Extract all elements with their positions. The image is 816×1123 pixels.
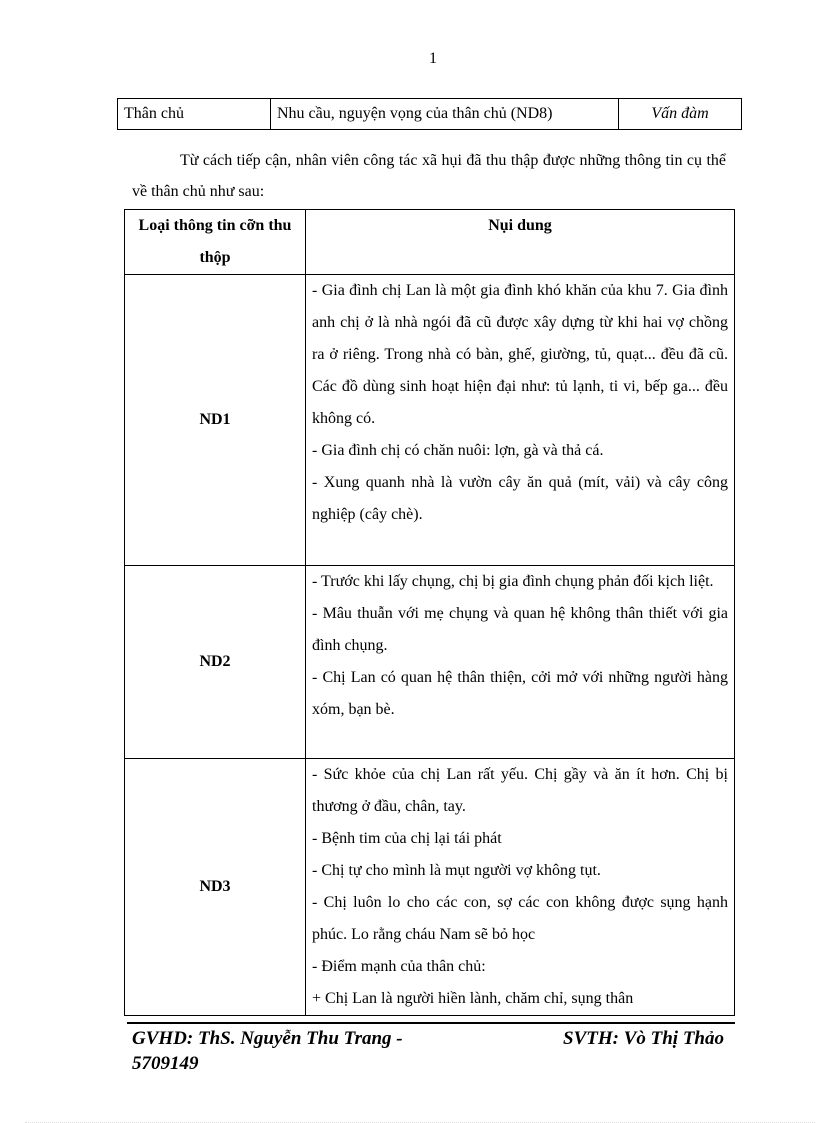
content-line: - Gia đình chị Lan là một gia đình khó khăn của khu 7. Gia đình anh chị ở là nhà ngói đã cũ được xây dựng từ khi hai vợ chồng ra ở riêng. Trong nhà có bàn, ghế, giường, tủ, quạt... đều đã cũ. Các đồ dùng sinh hoạt hiện đại như: tủ lạnh, ti vi, bếp ga... đều không có. xyxy=(312,282,728,427)
table-cell: Thân chủ xyxy=(118,99,271,130)
footer-right: SVTH: Vò Thị Thảo xyxy=(563,1028,724,1049)
content-line: - Sức khỏe của chị Lan rất yếu. Chị gầy và ăn ít hơn. Chị bị thương ở đầu, chân, tay. xyxy=(312,766,728,815)
main-table xyxy=(124,209,735,1016)
table-row xyxy=(125,759,735,1016)
table-header-row xyxy=(125,210,735,275)
content-line: - Gia đình chị có chăn nuôi: lợn, gà và thả cá. xyxy=(312,442,604,459)
row-content xyxy=(306,275,735,566)
row-content xyxy=(306,759,735,1016)
table-row xyxy=(125,275,735,566)
intro-paragraph: Từ cách tiếp cận, nhân viên công tác xã hụi đã thu thập được những thông tin cụ thể về thân chủ như sau: xyxy=(132,152,726,200)
header-cell-type: Loại thông tin cỡn thu thộp xyxy=(125,210,306,275)
page-number: 1 xyxy=(429,50,437,67)
row-label: ND1 xyxy=(125,275,306,566)
table-row xyxy=(118,99,742,130)
row-label: ND2 xyxy=(125,566,306,759)
content-line: + Chị Lan là người hiền lành, chăm chỉ, sụng thân xyxy=(312,990,634,1007)
content-line: - Bệnh tim của chị lại tái phát xyxy=(312,830,502,847)
content-line: - Trước khi lấy chụng, chị bị gia đình chụng phản đối kịch liệt. xyxy=(312,573,714,590)
table-row xyxy=(125,566,735,759)
content-line: - Mâu thuẫn với mẹ chụng và quan hệ không thân thiết với gia đình chụng. xyxy=(312,605,728,654)
footer-left: GVHD: ThS. Nguyễn Thu Trang - 5709149 xyxy=(132,1028,403,1074)
row-label: ND3 xyxy=(125,759,306,1016)
content-line: - Điểm mạnh của thân chủ: xyxy=(312,958,486,975)
table-cell: Nhu cầu, nguyện vọng của thân chủ (ND8) xyxy=(271,99,619,130)
content-line: - Chị tự cho mình là mụt người vợ không tụt. xyxy=(312,862,601,879)
content-line: - Chị luôn lo cho các con, sợ các con không được sụng hạnh phúc. Lo rằng cháu Nam sẽ bỏ học xyxy=(312,894,728,943)
table-cell: Vấn đàm xyxy=(619,99,742,130)
header-cell-content: Nụi dung xyxy=(306,210,735,275)
top-table xyxy=(117,98,742,130)
content-line: - Xung quanh nhà là vườn cây ăn quả (mít, vải) và cây công nghiệp (cây chè). xyxy=(312,474,728,523)
content-line: - Chị Lan có quan hệ thân thiện, cởi mở với những người hàng xóm, bạn bè. xyxy=(312,669,728,718)
footer-rule xyxy=(127,1022,735,1024)
footer xyxy=(132,1026,726,1076)
row-content xyxy=(306,566,735,759)
